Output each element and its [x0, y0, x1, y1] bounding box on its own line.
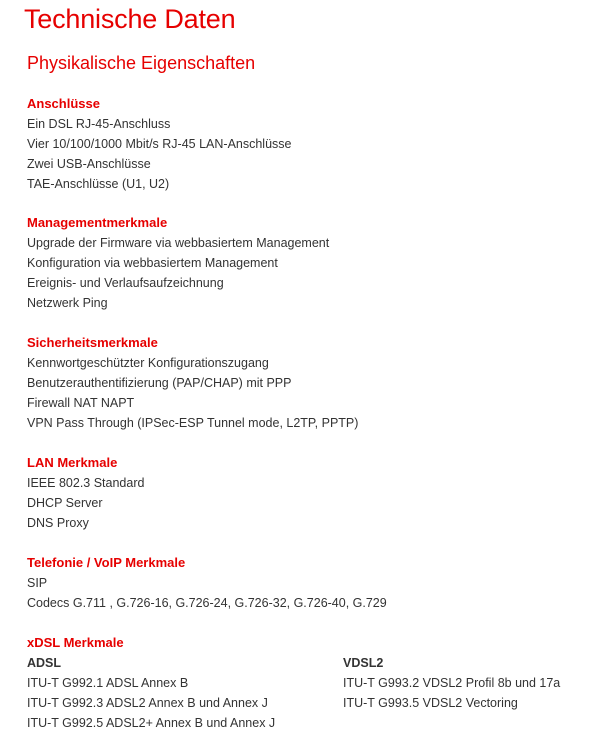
section-security	[27, 333, 587, 433]
list-item: Benutzerauthentifizierung (PAP/CHAP) mit PPP	[27, 376, 292, 390]
xdsl-columns	[27, 653, 587, 733]
list-item: Kennwortgeschützter Konfigurationszugang	[27, 356, 269, 370]
vdsl2-heading: VDSL2	[343, 656, 384, 670]
list-item: Ereignis- und Verlaufsaufzeichnung	[27, 276, 224, 290]
section-heading: LAN Merkmale	[27, 455, 118, 470]
list-item: VPN Pass Through (IPSec-ESP Tunnel mode, L2TP, PPTP)	[27, 416, 359, 430]
section-lan	[27, 453, 587, 533]
list-item: TAE-Anschlüsse (U1, U2)	[27, 177, 170, 191]
adsl-column	[27, 653, 275, 733]
list-item: Konfiguration via webbasiertem Management	[27, 256, 278, 270]
section-heading: Managementmerkmale	[27, 215, 168, 230]
section-connections	[27, 94, 587, 194]
list-item: Upgrade der Firmware via webbasiertem Management	[27, 236, 330, 250]
section-xdsl	[27, 633, 587, 733]
section-heading: Telefonie / VoIP Merkmale	[27, 555, 186, 570]
section-management	[27, 213, 587, 313]
section-telephony	[27, 553, 587, 613]
list-item: DNS Proxy	[27, 516, 89, 530]
vdsl2-column	[343, 653, 560, 713]
list-item: ITU-T G992.3 ADSL2 Annex B und Annex J	[27, 696, 268, 710]
section-heading: Sicherheitsmerkmale	[27, 335, 158, 350]
list-item: Codecs G.711 , G.726-16, G.726-24, G.726-32, G.726-40, G.729	[27, 596, 387, 610]
section-heading: xDSL Merkmale	[27, 635, 124, 650]
page-subtitle: Physikalische Eigenschaften	[27, 53, 256, 73]
adsl-heading: ADSL	[27, 656, 62, 670]
list-item: DHCP Server	[27, 496, 103, 510]
list-item: IEEE 802.3 Standard	[27, 476, 145, 490]
list-item: Ein DSL RJ-45-Anschluss	[27, 117, 171, 131]
page-title: Technische Daten	[24, 4, 236, 34]
list-item: Zwei USB-Anschlüsse	[27, 157, 151, 171]
list-item: Firewall NAT NAPT	[27, 396, 135, 410]
section-heading: Anschlüsse	[27, 96, 100, 111]
list-item: ITU-T G992.1 ADSL Annex B	[27, 676, 189, 690]
list-item: ITU-T G993.2 VDSL2 Profil 8b und 17a	[343, 676, 561, 690]
list-item: Vier 10/100/1000 Mbit/s RJ-45 LAN-Anschlüsse	[27, 137, 292, 151]
list-item: ITU-T G993.5 VDSL2 Vectoring	[343, 696, 518, 710]
list-item: SIP	[27, 576, 48, 590]
list-item: Netzwerk Ping	[27, 296, 108, 310]
list-item: ITU-T G992.5 ADSL2+ Annex B und Annex J	[27, 716, 276, 730]
